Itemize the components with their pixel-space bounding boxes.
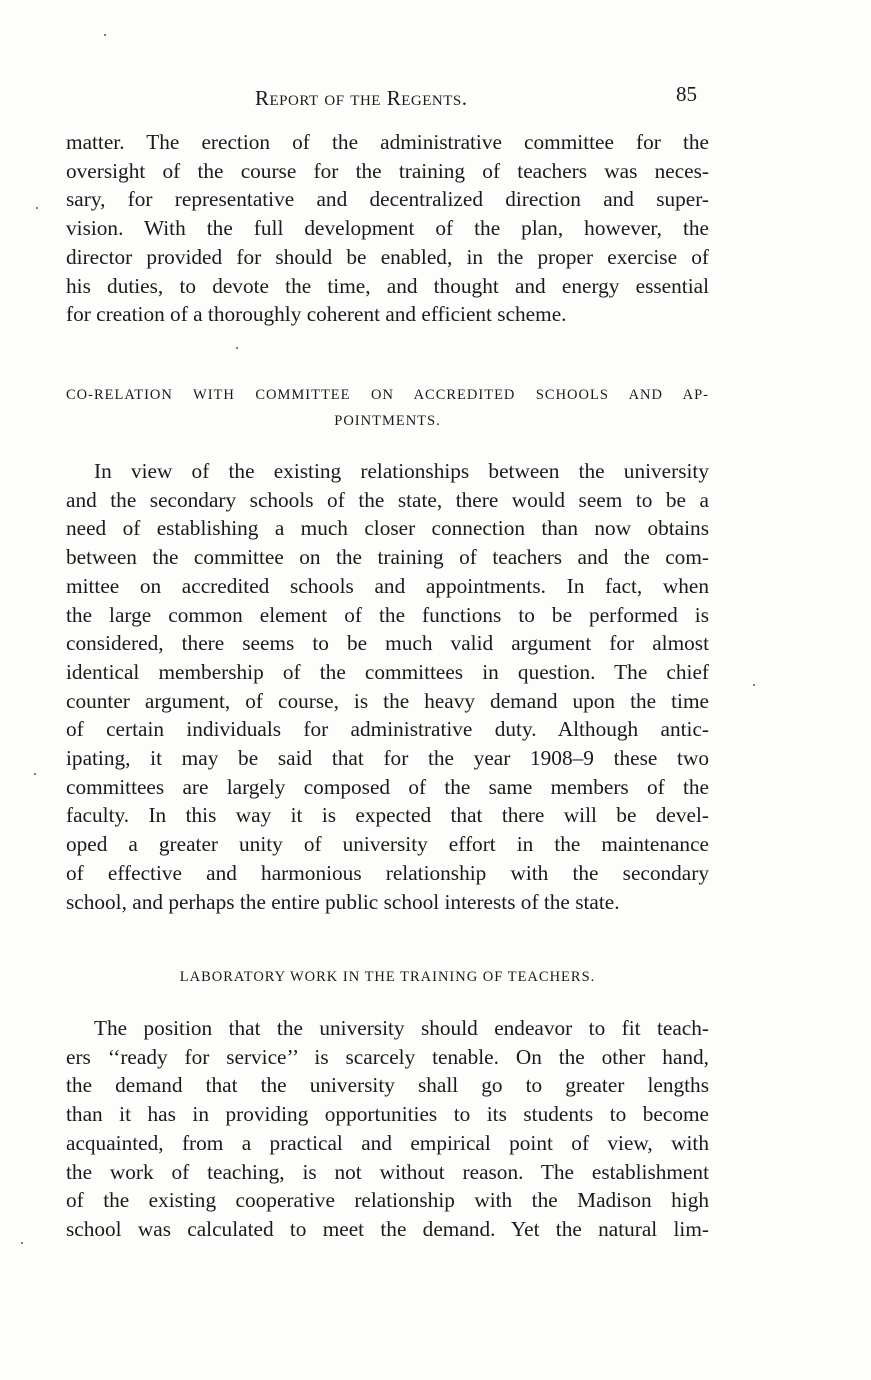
text-line: ers ‘‘ready for service’’ is scarcely tenable. On the other hand, bbox=[66, 1044, 709, 1069]
heading-line: POINTMENTS. bbox=[334, 413, 441, 429]
text-line: his duties, to devote the time, and thought and energy essential bbox=[66, 273, 709, 298]
running-head bbox=[0, 82, 871, 116]
text-line: matter. The erection of the administrative committee for the bbox=[66, 130, 709, 154]
section-heading-co-relation bbox=[66, 382, 709, 434]
running-title: Report of the Regents. bbox=[255, 86, 468, 110]
scan-speck bbox=[34, 773, 36, 775]
paragraph-administrative-committee bbox=[66, 128, 709, 329]
text-line: committees are largely composed of the same members of the bbox=[66, 774, 709, 799]
text-line: of effective and harmonious relationship with the secondary bbox=[66, 860, 709, 885]
text-line: the large common element of the functions to be performed is bbox=[66, 602, 709, 627]
text-line: oped a greater unity of university effort in the maintenance bbox=[66, 832, 709, 857]
scan-speck bbox=[104, 34, 106, 36]
text-line: vision. With the full development of the plan, however, the bbox=[66, 216, 709, 241]
scan-speck bbox=[753, 684, 755, 686]
text-line: faculty. In this way it is expected that there will be devel- bbox=[66, 803, 709, 828]
text-line: ipating, it may be said that for the year 1908–9 these two bbox=[66, 746, 709, 771]
text-line: considered, there seems to be much valid argument for almost bbox=[66, 631, 709, 656]
text-line: counter argument, of course, is the heavy demand upon the time bbox=[66, 688, 709, 713]
scan-speck bbox=[36, 207, 38, 209]
text-line: The position that the university should endeavor to fit teach- bbox=[94, 1016, 709, 1040]
text-line: sary, for representative and decentralized direction and super- bbox=[66, 187, 709, 212]
text-line: and the secondary schools of the state, there would seem to be a bbox=[66, 487, 709, 512]
text-line: In view of the existing relationships between the university bbox=[94, 459, 709, 483]
paragraph-co-relation bbox=[66, 457, 709, 916]
text-line: than it has in providing opportunities to its students to become bbox=[66, 1102, 709, 1127]
paragraph-laboratory-work bbox=[66, 1014, 709, 1244]
page-number: 85 bbox=[676, 82, 697, 106]
text-line: of certain individuals for administrative duty. Although antic- bbox=[66, 717, 709, 742]
text-line: the work of teaching, is not without reason. The establishment bbox=[66, 1159, 709, 1184]
text-line: mittee on accredited schools and appointments. In fact, when bbox=[66, 573, 709, 598]
text-line: oversight of the course for the training of teachers was neces- bbox=[66, 158, 709, 183]
text-line: the demand that the university shall go to greater lengths bbox=[66, 1073, 709, 1098]
text-line: need of establishing a much closer connection than now obtains bbox=[66, 516, 709, 541]
text-line: between the committee on the training of teachers and the com- bbox=[66, 545, 709, 570]
heading-line: CO-RELATION WITH COMMITTEE ON ACCREDITED SCHOOLS AND AP- bbox=[66, 387, 709, 403]
text-line: school, and perhaps the entire public school interests of the state. bbox=[66, 889, 620, 914]
text-line: acquainted, from a practical and empirical point of view, with bbox=[66, 1130, 709, 1155]
text-line: of the existing cooperative relationship with the Madison high bbox=[66, 1188, 709, 1213]
text-line: school was calculated to meet the demand. Yet the natural lim- bbox=[66, 1216, 709, 1241]
text-line: identical membership of the committees in question. The chief bbox=[66, 659, 709, 684]
text-line: director provided for should be enabled, in the proper exercise of bbox=[66, 244, 709, 269]
scan-speck bbox=[21, 1242, 23, 1244]
scan-speck bbox=[236, 347, 238, 349]
text-line: for creation of a thoroughly coherent and efficient scheme. bbox=[66, 302, 567, 327]
section-heading-laboratory-work: LABORATORY WORK IN THE TRAINING OF TEACHERS. bbox=[179, 969, 596, 985]
